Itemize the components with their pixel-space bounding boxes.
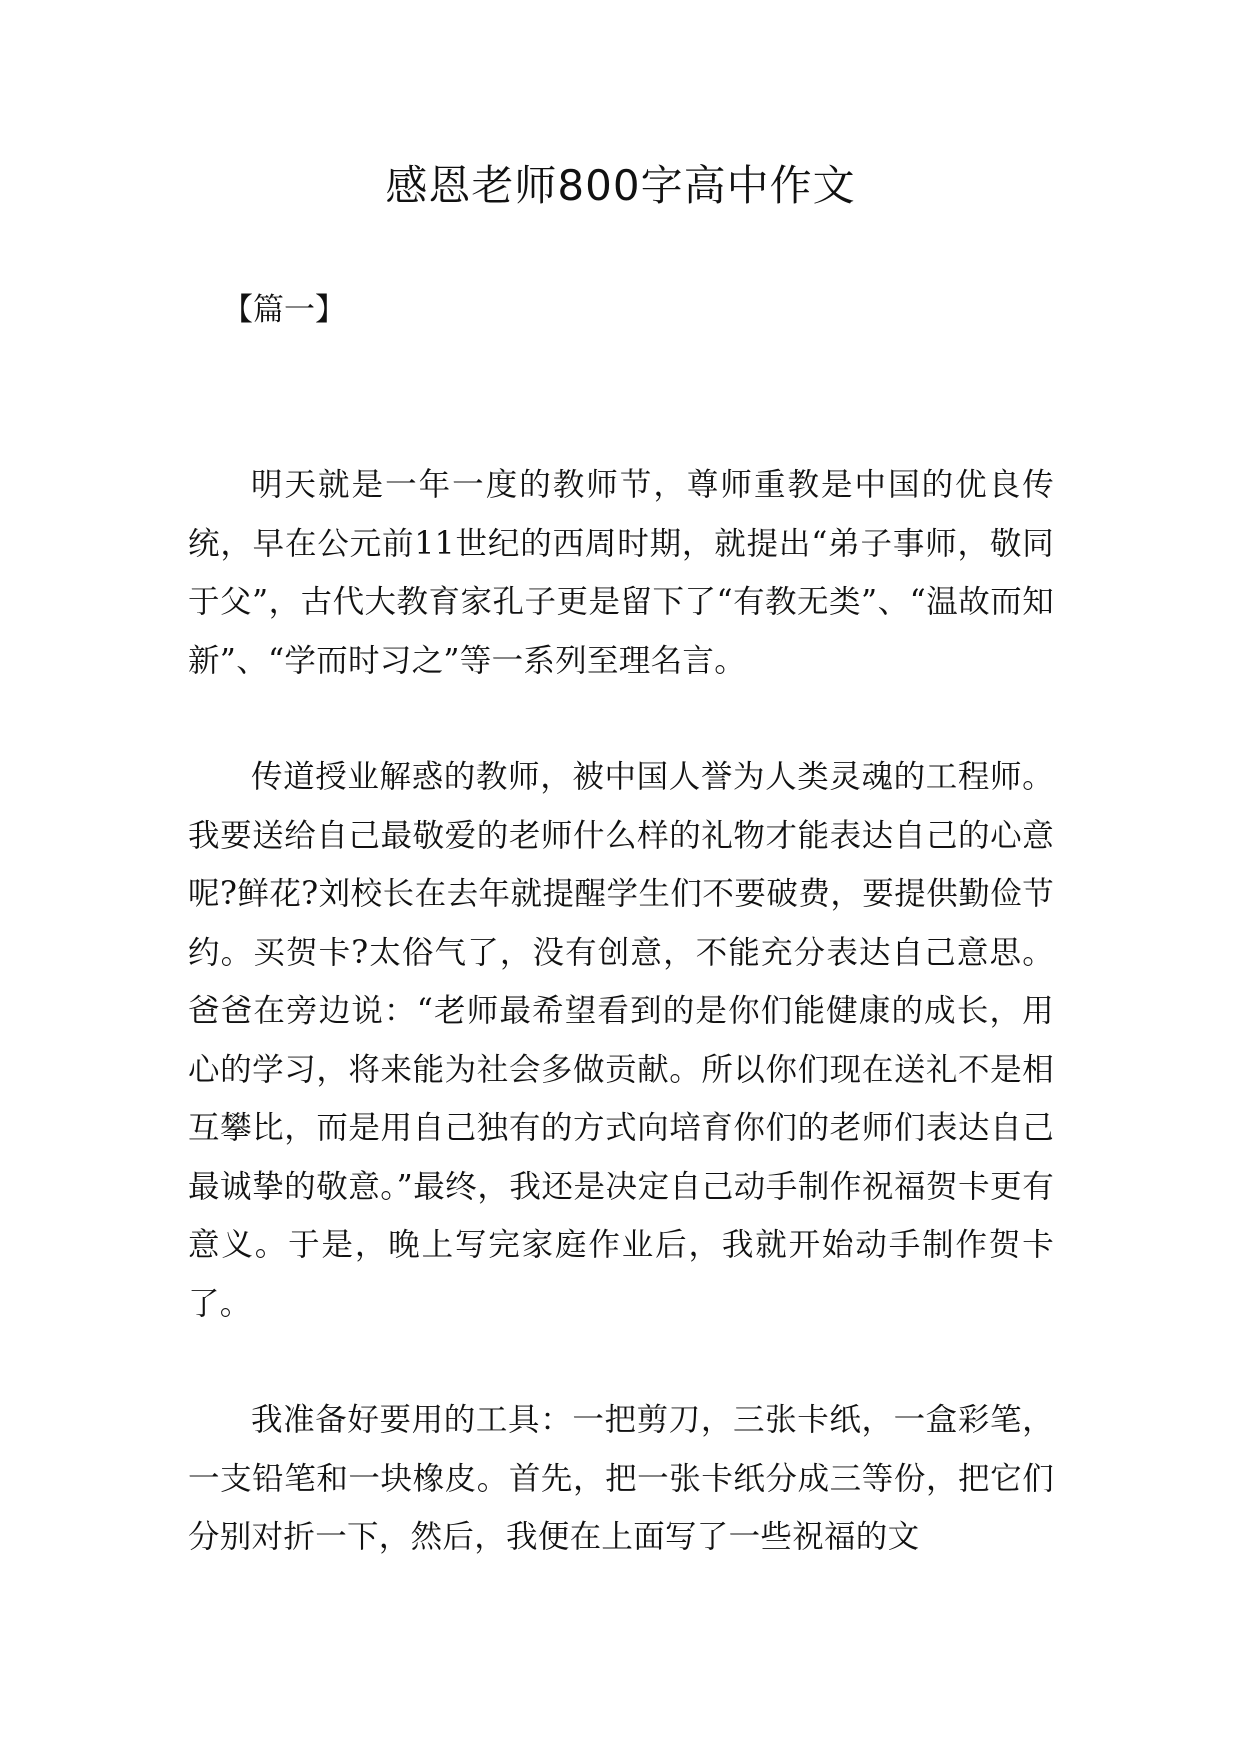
paragraph-1: 明天就是一年一度的教师节，尊师重教是中国的优良传统，早在公元前11世纪的西周时期，就提出“弟子事师，敬同于父”，古代大教育家孔子更是留下了“有教无类”、“温故而知新”、“学而时习之”等一系列至理名言。	[188, 467, 1054, 679]
page-title: 感恩老师800字高中作文	[385, 161, 856, 210]
paragraph-3: 我准备好要用的工具：一把剪刀，三张卡纸，一盒彩笔，一支铅笔和一块橡皮。首先，把一张卡纸分成三等份，把它们分别对折一下，然后，我便在上面写了一些祝福的文	[188, 1402, 1054, 1555]
section-label: 【篇一】	[222, 292, 346, 328]
paragraph-2: 传道授业解惑的教师，被中国人誉为人类灵魂的工程师。我要送给自己最敬爱的老师什么样的礼物才能表达自己的心意呢?鲜花?刘校长在去年就提醒学生们不要破费，要提供勤俭节约。买贺卡?太俗气了，没有创意，不能充分表达自己意思。爸爸在旁边说：“老师最希望看到的是你们能健康的成长，用心的学习，将来能为社会多做贡献。所以你们现在送礼不是相互攀比，而是用自己独有的方式向培育你们的老师们表达自己最诚挚的敬意。”最终，我还是决定自己动手制作祝福贺卡更有意义。于是，晚上写完家庭作业后，我就开始动手制作贺卡了。	[188, 759, 1054, 1322]
